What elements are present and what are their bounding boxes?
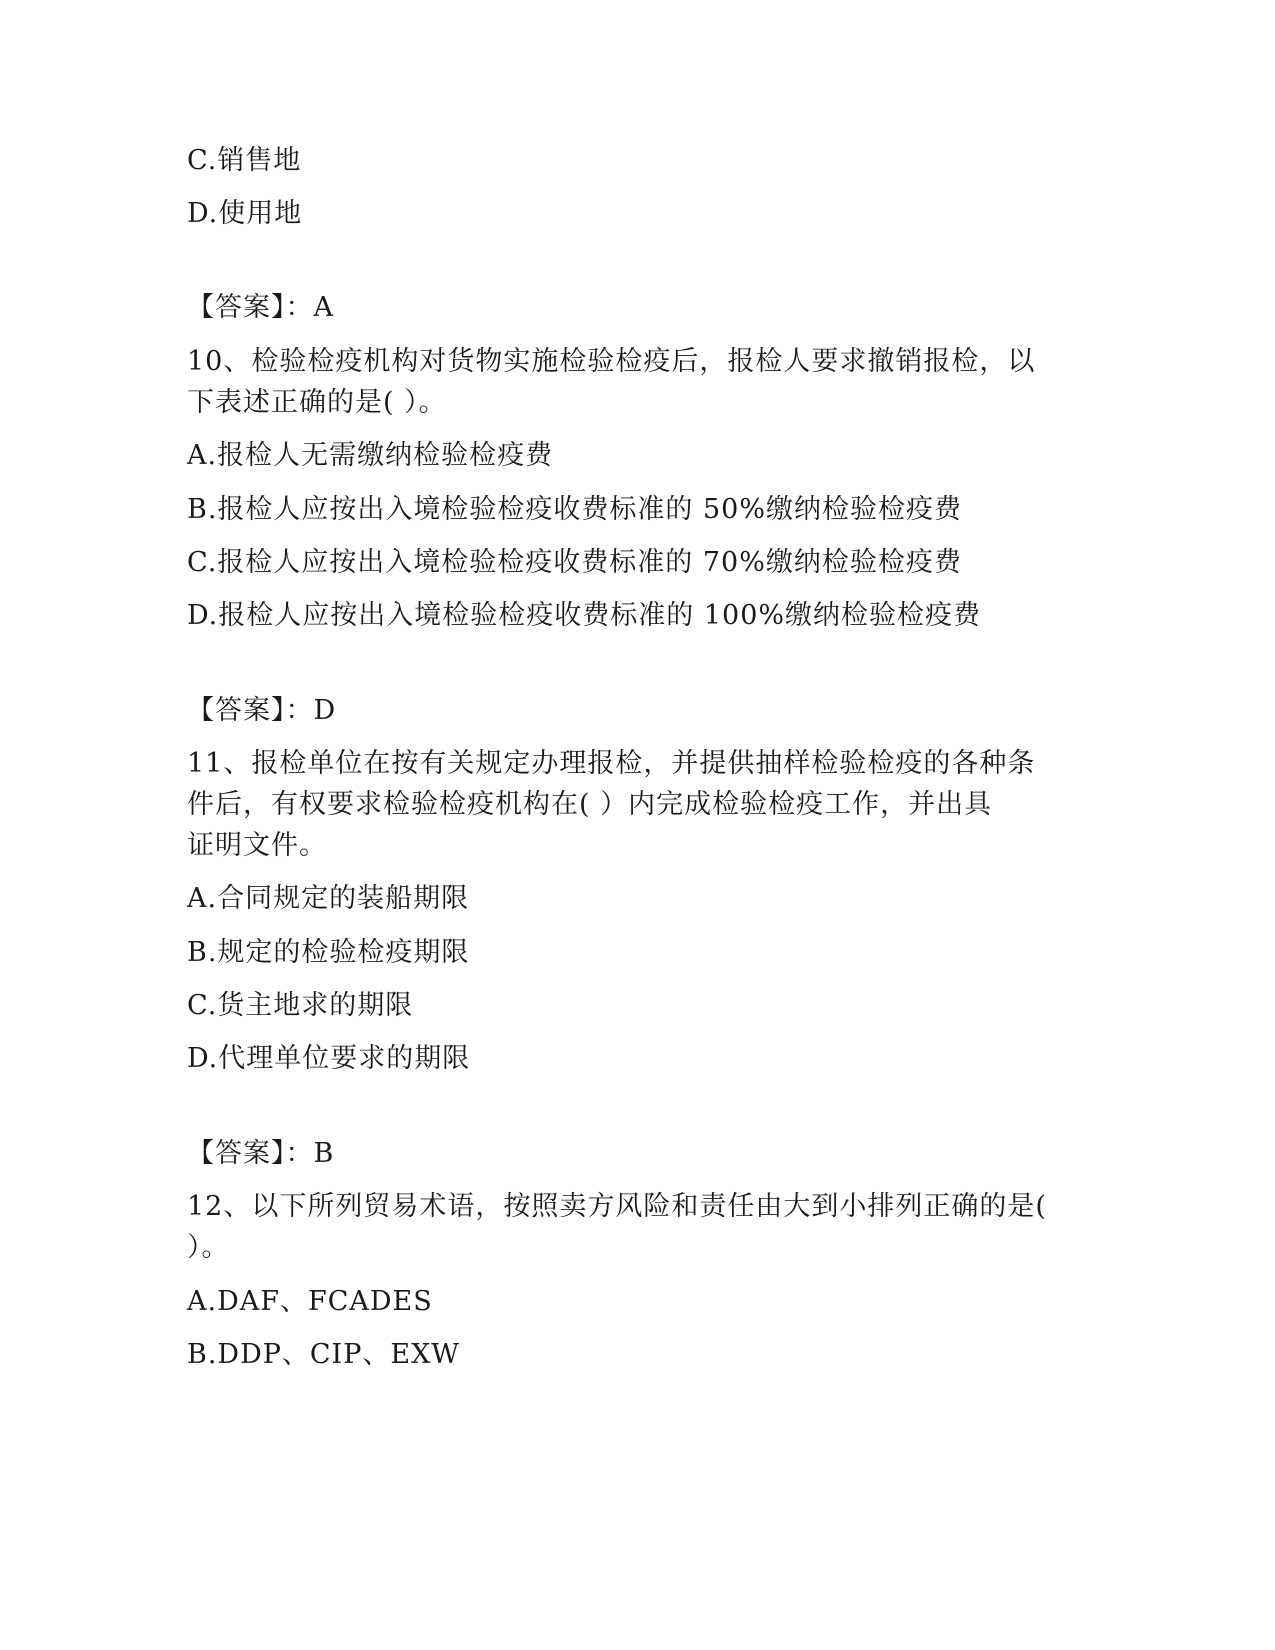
question-11-option-a: A.合同规定的装船期限 [187,883,470,914]
question-11-option-d: D.代理单位要求的期限 [187,1043,471,1074]
question-11-stem-line: 证明文件。 [187,830,327,861]
question-10-option-c: C.报检人应按出入境检验检疫收费标准的 70%缴纳检验检疫费 [187,547,962,578]
option-d: D.使用地 [187,198,303,229]
answer-label: 【答案】：A [187,292,334,323]
question-11-answer: 【答案】：B [187,1138,335,1169]
question-11-stem-line: 11、报检单位在按有关规定办理报检，并提供抽样检验检疫的各种条 [187,748,1036,779]
question-10-stem-line: 10、检验检疫机构对货物实施检验检疫后，报检人要求撤销报检，以 [187,346,1036,377]
question-10-stem-line: 下表述正确的是( ）。 [187,387,447,418]
question-12-stem-line: ）。 [187,1232,230,1263]
option-c: C.销售地 [187,145,302,176]
question-11-option-c: C.货主地求的期限 [187,990,414,1021]
question-11-stem-line: 件后，有权要求检验检疫机构在( ）内完成检验检疫工作，并出具 [187,789,993,820]
question-10-option-b: B.报检人应按出入境检验检疫收费标准的 50%缴纳检验检疫费 [187,494,963,525]
question-12-option-a: A.DAF、FCADES [187,1286,433,1317]
question-12-option-b: B.DDP、CIP、EXW [187,1339,461,1370]
question-10-option-d: D.报检人应按出入境检验检疫收费标准的 100%缴纳检验检疫费 [187,600,982,631]
question-11-option-b: B.规定的检验检疫期限 [187,937,470,968]
question-10-answer: 【答案】：D [187,695,337,726]
question-12-stem-line: 12、以下所列贸易术语，按照卖方风险和责任由大到小排列正确的是( [187,1191,1047,1222]
question-10-option-a: A.报检人无需缴纳检验检疫费 [187,440,554,471]
